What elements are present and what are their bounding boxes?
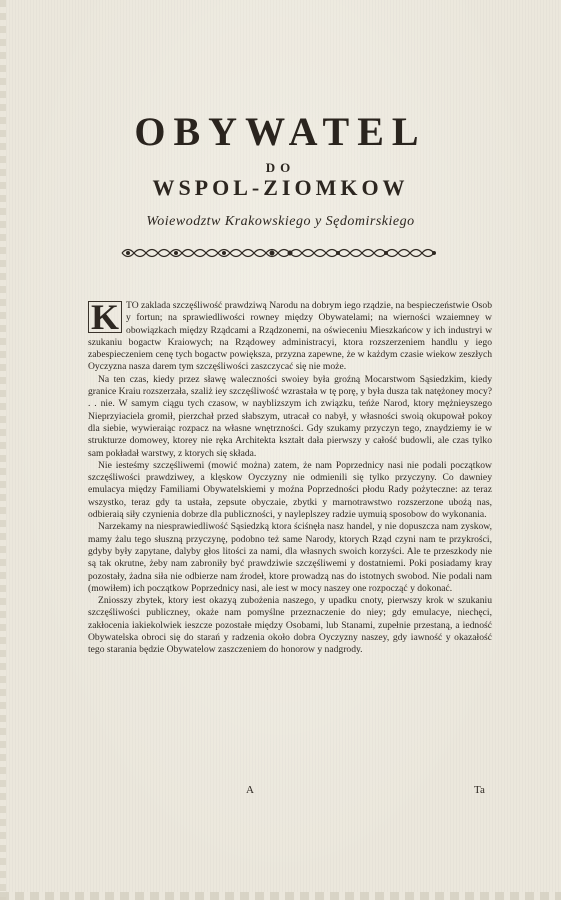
decorative-ornament-band xyxy=(118,245,444,261)
title-connector: DO xyxy=(265,160,296,175)
body-text xyxy=(88,297,492,657)
paragraph-text: TO zaklada szczęśliwość prawdziwą Narodu na dobrym iego rządzie, na bespieczeństwie Osob y fortun; na sprawiedliwości rowney między Obywatelami; na wierności wzaiemney w obowiązkach między Rządcami a Rządzonemi, na oświeceniu Mieszkańcow y ich industryi w szukaniu bogactw Kraiowych; na Rządowey administracyi, ktora rozszerzeniem handlu y iego zabespieczeniem cenę tych bogactw powiększa, przyzna zapewne, że w każdym czasie wiekow zeszłych Oyczyzna nasza darem tym szczęśliwości zaszczycać się nie może. xyxy=(88,300,492,373)
signature-mark: A xyxy=(246,784,254,796)
region-line: Woiewodztw Krakowskiego y Sędomirskiego xyxy=(146,214,415,229)
drop-cap: K xyxy=(88,301,122,333)
paragraph: Narzekamy na niesprawiedliwość Sąsiedzką ktora ściśnęła nasz handel, y nie dopuszcza nam zyskow, mamy żalu tego słuszną przyczynę, podobno też same Narody, ktorych Rząd czyni nam te przykrości, gdyby były zapytane, dalyby głos litości za nami, dla własnych swoich korzyści. Ale te przeszkody nie są tak okrutne, żeby nam zabroniły być prawdziwie szczęśliwemi y dostatniemi. Poki posiadamy kray pozostały, żadna siła nie odbierze nam źrodeł, ktore prowadzą nas do istotnych swobod. Nie podali nam (mowiłem) ich początkow Poprzednicy nasi, ale iest w mocy naszey one rozpocząć y dokonać. xyxy=(88,521,492,594)
catchword: Ta xyxy=(474,784,485,796)
document-title: OBYWATEL xyxy=(134,109,427,154)
paragraph xyxy=(88,297,492,374)
document-subtitle: WSPOL-ZIOMKOW xyxy=(152,175,409,200)
deckle-edge-bottom xyxy=(0,892,561,900)
paragraph: Na ten czas, kiedy przez sławę waleczności swoiey była groźną Mocarstwom Sąsiedzkim, kiedy granice Kraiu rozszerzała, szaliż iey szczęśliwość wzrastała w tę porę, y była dusza tak natężoney mocy? . . nie. W samym ciągu tych czasow, w nayblizszym ich związku, teńże Narod, ktory mężnieyszego Nieprzyiaciela gromił, pierzchał przed słabszym, utracał co nabył, y własności swoią okupował pokoy dla siebie, wywieraiąc rozpacz na własne wnętrzności. Gdy szukamy przyczyn tego, znaydziemy ie w strukturze domowey, ktorey nie ręka Architekta kształt dała pierwszy y całość budowli, ale czas tylko sam pokładał warstwy, z ktorych się składa. xyxy=(88,373,492,459)
paragraph: Nie iesteśmy szczęśliwemi (mowić można) zatem, że nam Poprzednicy nasi nie podali początkow szczęśliwości prawdziwey, a klęskow Oyczyzny nie odmienili się tylko przyczyny. Co dawniey emulacya między Familiami Obywatelskiemi y moźna Poprzedności płodu Rady pożyteczne: az teraz wszystko, teraz gdy ta ustała, zepsute obyczaie, zbytki y marnotrawstwo rozszerzone uboźą nas, odbieraią siły czynienia dobrze dla publiczności, y nayleplszey radzie uymuią sposobow do wykonania. xyxy=(88,459,492,521)
paragraph: Zniosszy zbytek, ktory iest okazyą zubożenia naszego, y upadku cnoty, pierwszy krok w szukaniu szczęśliwości publiczney, okaże nam pomyślne przeznaczenie do niey; gdy emulacye, niechęci, zakłocenia iakiekolwiek ieszcze pozostałe między Osobami, lub Stanami, zupełnie przestaną, a iedność Obywatelska obroci się do starań y radzenia około dobra Oyczyzny naszey, gdy iawność y okazałość tego starania będzie Obywatelow zaszczeniem do honorow y nadgrody. xyxy=(88,595,492,656)
